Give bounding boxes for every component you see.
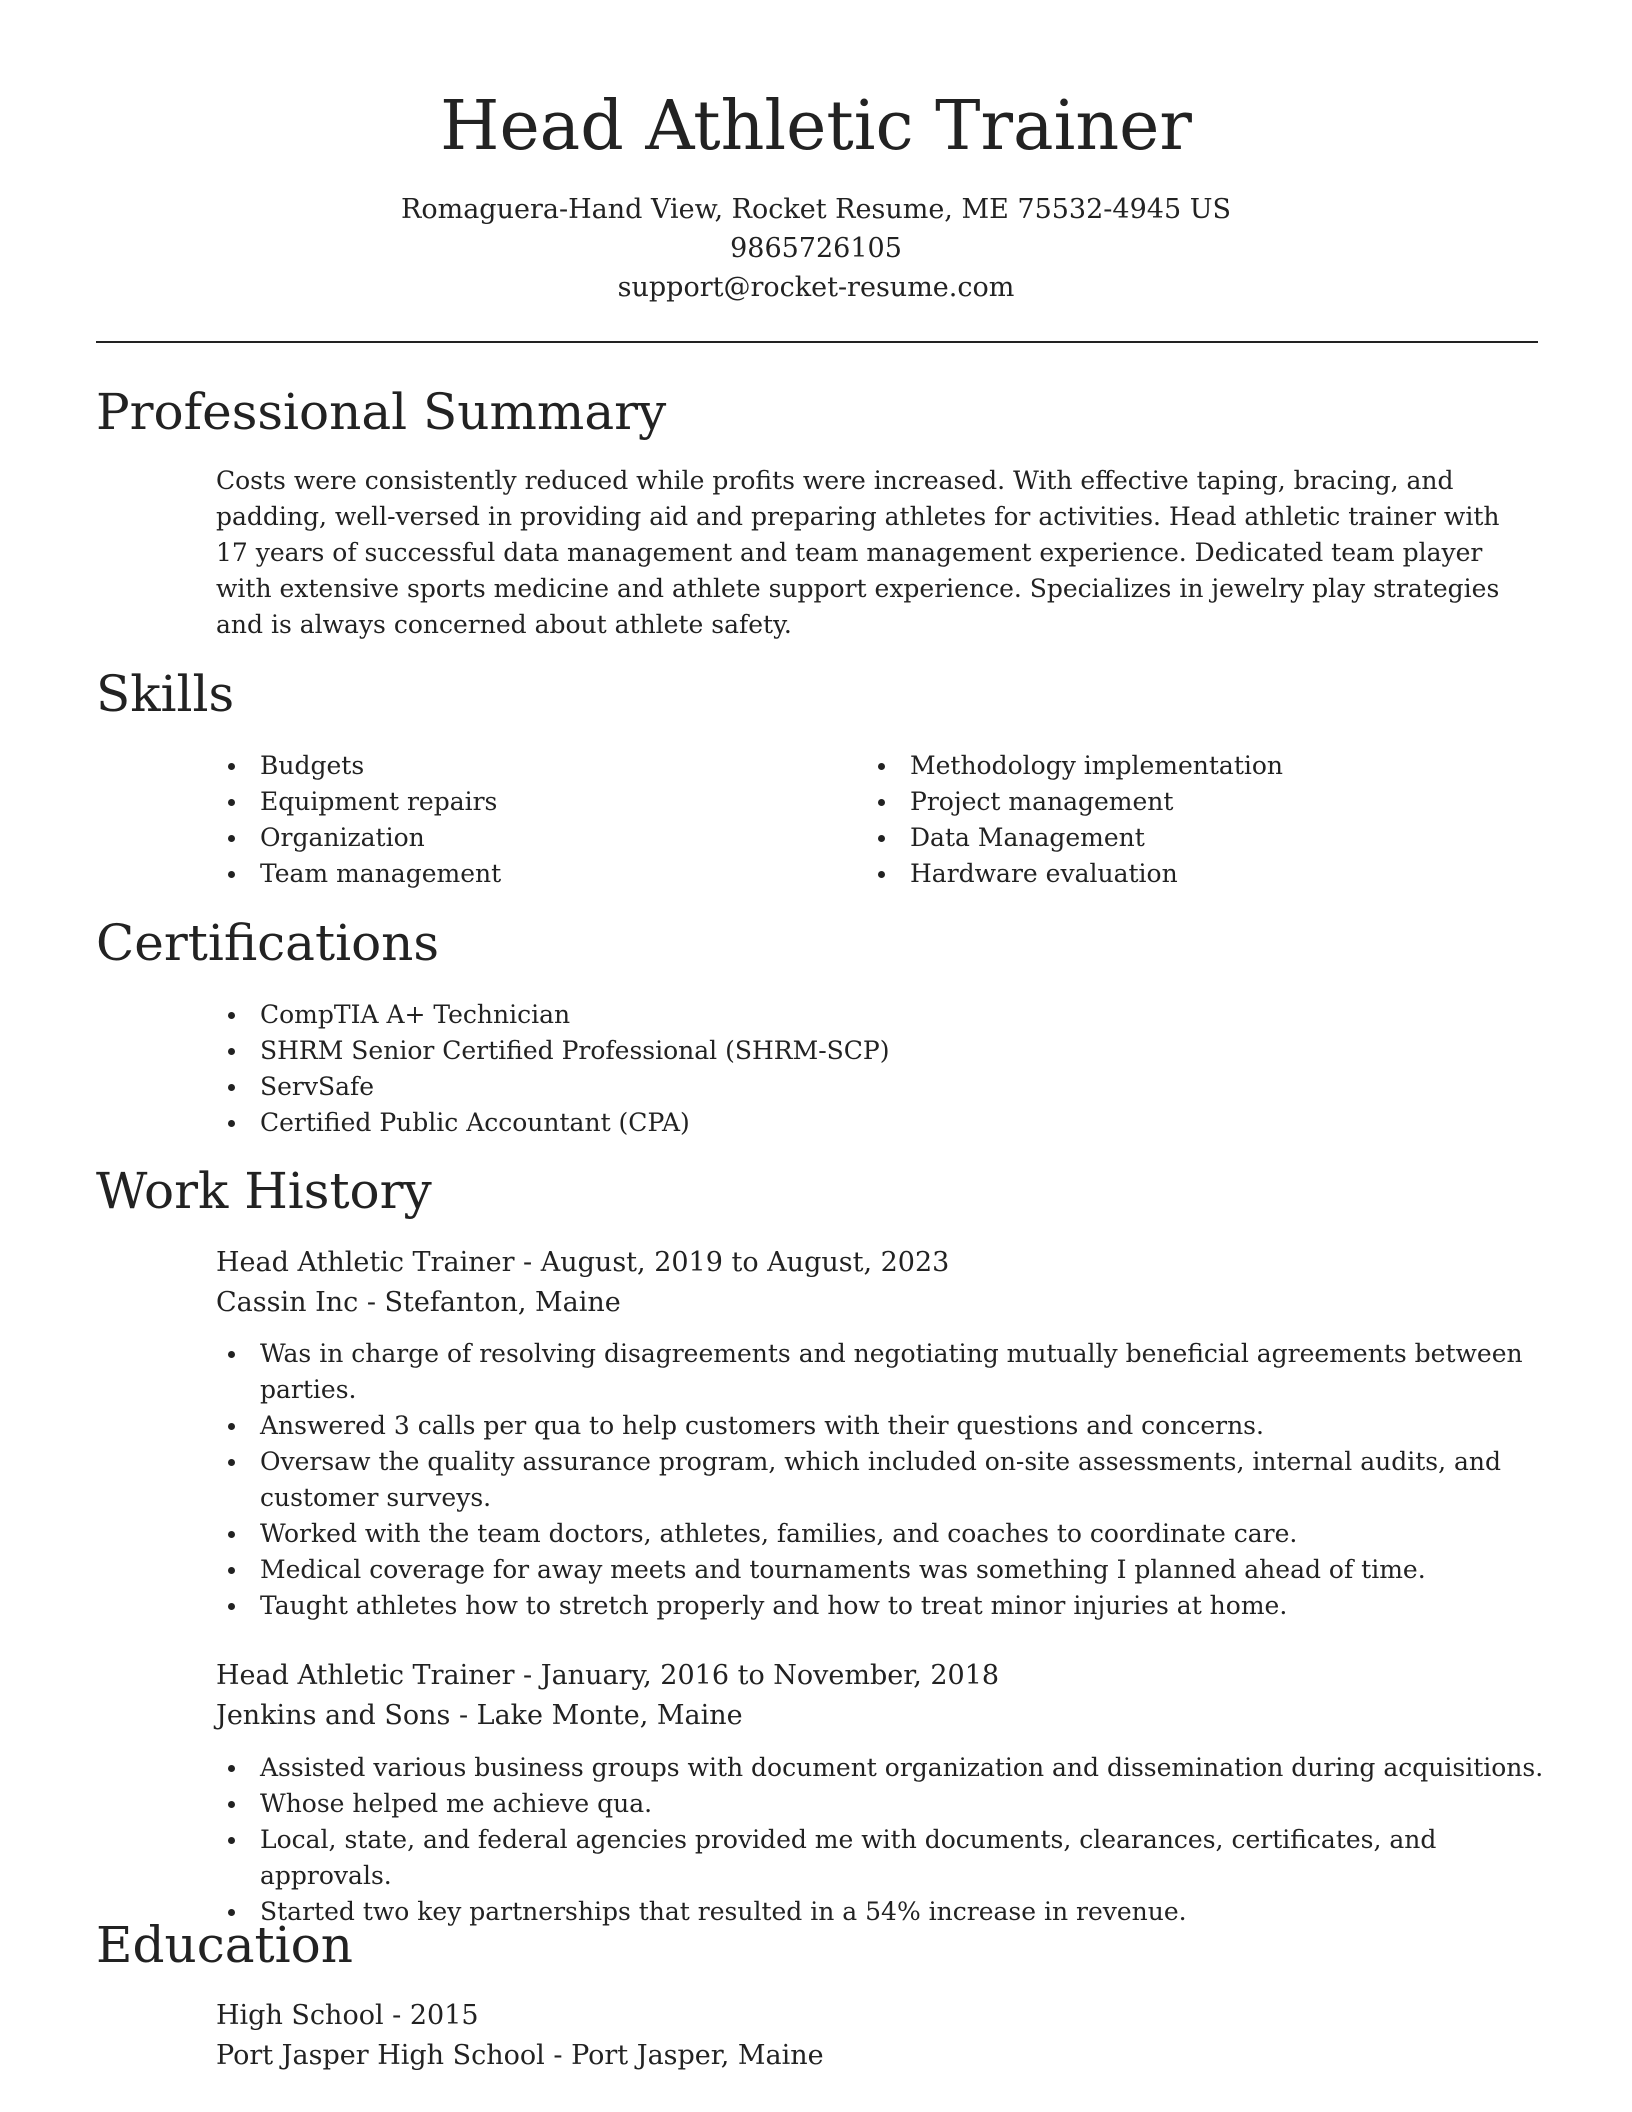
job-company-1: Cassin Inc - Stefanton, Maine (216, 1287, 621, 1318)
list-item: Equipment repairs (216, 784, 836, 820)
list-item: Hardware evaluation (866, 856, 1486, 892)
list-item: SHRM Senior Certified Professional (SHRM-SCP) (216, 1033, 1546, 1069)
list-item: Answered 3 calls per qua to help customers with their questions and concerns. (216, 1408, 1546, 1444)
list-item: ServSafe (216, 1069, 1546, 1105)
list-item: Project management (866, 784, 1486, 820)
list-item: Team management (216, 856, 836, 892)
header-divider (96, 341, 1538, 343)
list-item: Worked with the team doctors, athletes, families, and coaches to coordinate care. (216, 1516, 1546, 1552)
contact-block (0, 190, 1632, 307)
list-item: Local, state, and federal agencies provided me with documents, clearances, certificates, and approvals. (216, 1822, 1546, 1894)
job-1-bullets (216, 1336, 1546, 1624)
skills-list-left (216, 748, 836, 892)
contact-phone: 9865726105 (730, 233, 902, 264)
list-item: Whose helped me achieve qua. (216, 1786, 1546, 1822)
section-title-skills: Skills (96, 665, 235, 723)
list-item: Taught athletes how to stretch properly and how to treat minor injuries at home. (216, 1588, 1546, 1624)
job-title-1: Head Athletic Trainer - August, 2019 to August, 2023 (216, 1247, 950, 1278)
section-title-work-history: Work History (96, 1162, 432, 1220)
summary-text: Costs were consistently reduced while profits were increased. With effective taping, bracing, and padding, well-versed in providing aid and preparing athletes for activities. Head athletic trainer with 17 years of successful data management and team management experience. Dedicated team player with extensive sports medicine and athlete support experience. Specializes in jewelry play strategies and is always concerned about athlete safety. (216, 466, 1500, 639)
list-item: Started two key partnerships that resulted in a 54% increase in revenue. (216, 1894, 1546, 1930)
section-title-education: Education (96, 1916, 353, 1974)
skills-list-right (866, 748, 1486, 892)
education-degree: High School - 2015 (216, 2000, 479, 2031)
section-title-certifications: Certifications (96, 914, 440, 972)
contact-email: support@rocket-resume.com (617, 272, 1015, 303)
list-item: Medical coverage for away meets and tournaments was something I planned ahead of time. (216, 1552, 1546, 1588)
contact-address: Romaguera-Hand View, Rocket Resume, ME 75532-4945 US (401, 194, 1231, 225)
list-item: Assisted various business groups with document organization and dissemination during acquisitions. (216, 1750, 1546, 1786)
list-item: Methodology implementation (866, 748, 1486, 784)
candidate-name: Head Athletic Trainer (440, 87, 1192, 166)
list-item: Certified Public Accountant (CPA) (216, 1105, 1546, 1141)
list-item: CompTIA A+ Technician (216, 997, 1546, 1033)
certifications-list (216, 997, 1546, 1141)
list-item: Budgets (216, 748, 836, 784)
education-school: Port Jasper High School - Port Jasper, Maine (216, 2040, 824, 2071)
list-item: Oversaw the quality assurance program, which included on-site assessments, internal audits, and customer surveys. (216, 1444, 1546, 1516)
job-title-2: Head Athletic Trainer - January, 2016 to November, 2018 (216, 1660, 1000, 1691)
job-2-bullets (216, 1750, 1546, 1930)
list-item: Was in charge of resolving disagreements and negotiating mutually beneficial agreements between parties. (216, 1336, 1546, 1408)
section-title-summary: Professional Summary (96, 383, 667, 441)
list-item: Data Management (866, 820, 1486, 856)
job-company-2: Jenkins and Sons - Lake Monte, Maine (216, 1700, 743, 1731)
list-item: Organization (216, 820, 836, 856)
